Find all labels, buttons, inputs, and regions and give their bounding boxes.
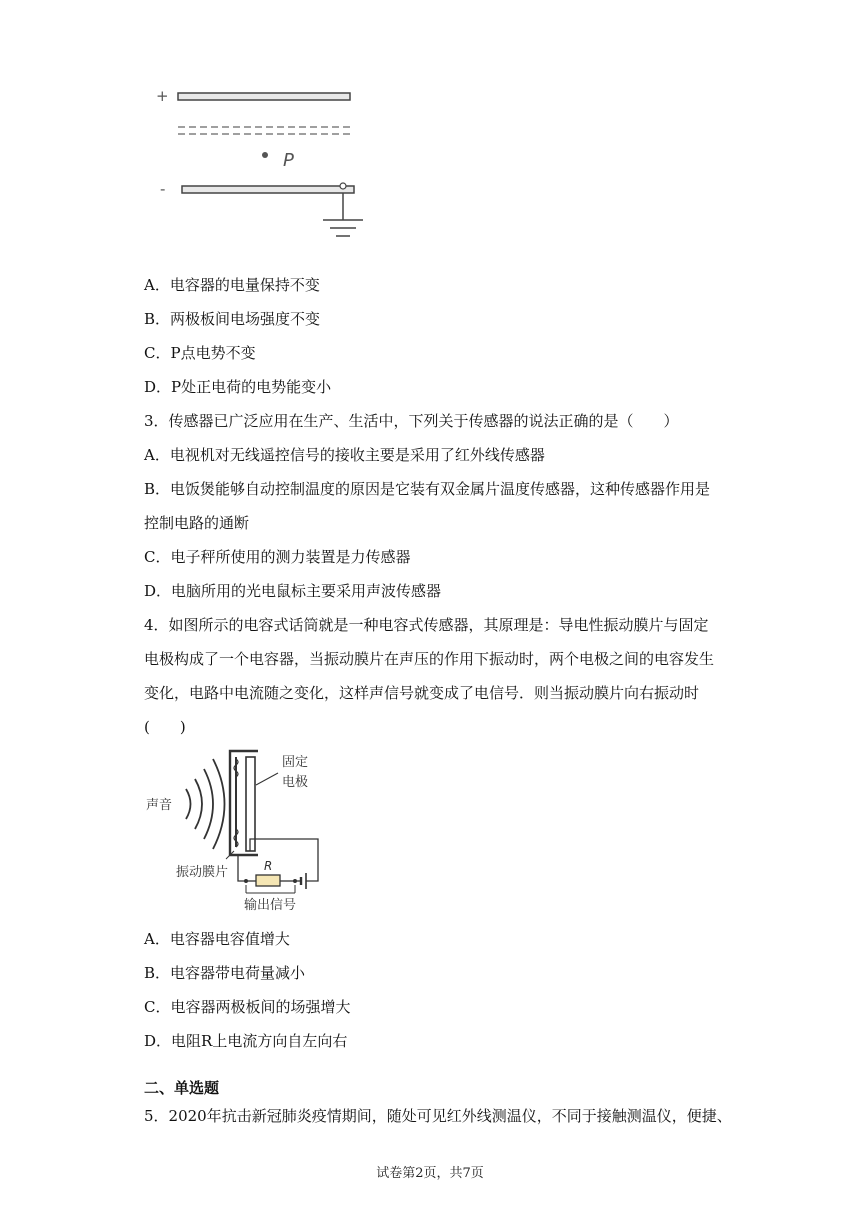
q3-option-a: A．电视机对无线遥控信号的接收主要是采用了红外线传感器	[144, 446, 545, 464]
q4-stem-line3: 变化，电路中电流随之变化，这样声信号就变成了电信号．则当振动膜片向右振动时	[144, 684, 700, 702]
q2-option-a: A．电容器的电量保持不变	[144, 276, 320, 294]
q3-option-d: D．电脑所用的光电鼠标主要采用声波传感器	[144, 582, 442, 600]
capacitor-figure	[150, 82, 370, 252]
bottom-plate	[182, 186, 354, 193]
sound-label: 声音	[146, 798, 173, 813]
page-footer: 试卷第2页，共7页	[376, 1166, 484, 1181]
point-p-label: P	[283, 150, 294, 171]
q4-stem-line4: ( )	[144, 718, 186, 736]
sound-wave-2	[195, 779, 202, 829]
q2-option-c: C．P点电势不变	[144, 344, 256, 362]
q2-option-b: B．两极板间电场强度不变	[144, 310, 321, 328]
q4-option-c: C．电容器两极板间的场强增大	[144, 998, 351, 1016]
fixed-electrode	[246, 757, 255, 851]
q3-option-b-line1: B．电饭煲能够自动控制温度的原因是它装有双金属片温度传感器，这种传感器作用是	[144, 480, 711, 498]
q4-stem-line2: 电极构成了一个电容器，当振动膜片在声压的作用下振动时，两个电极之间的电容发生	[144, 650, 715, 668]
q3-option-b-line2: 控制电路的通断	[144, 514, 250, 532]
sound-wave-1	[186, 789, 191, 819]
q5-stem-line1: 5．2020年抗击新冠肺炎疫情期间，随处可见红外线测温仪，不同于接触测温仪，便捷、	[144, 1107, 732, 1125]
minus-label: -	[160, 180, 166, 198]
fixed-electrode-label-1: 固定	[282, 755, 309, 770]
q4-option-a: A．电容器电容值增大	[144, 930, 290, 948]
top-plate	[178, 93, 350, 100]
q4-option-d: D．电阻R上电流方向自左向右	[144, 1032, 348, 1050]
diaphragm-label: 振动膜片	[176, 865, 229, 880]
ground-contact	[340, 183, 346, 189]
q2-option-d: D．P处正电荷的电势能变小	[144, 378, 332, 396]
q4-option-b: B．电容器带电荷量减小	[144, 964, 306, 982]
q3-stem: 3．传感器已广泛应用在生产、生活中，下列关于传感器的说法正确的是（ ）	[144, 412, 679, 430]
circuit-wire-left	[238, 855, 246, 881]
section-heading: 二、单选题	[144, 1079, 220, 1097]
plus-label: +	[156, 87, 169, 105]
resistor-r	[256, 875, 280, 886]
sound-wave-4	[213, 759, 225, 849]
fixed-label-leader	[256, 773, 278, 785]
sound-wave-3	[204, 769, 213, 839]
resistor-label: R	[264, 859, 273, 873]
fixed-electrode-label-2: 电极	[282, 775, 309, 790]
q4-stem-line1: 4．如图所示的电容式话筒就是一种电容式传感器，其原理是：导电性振动膜片与固定	[144, 616, 709, 634]
output-signal-label: 输出信号	[244, 898, 297, 913]
microphone-figure	[140, 743, 340, 915]
q3-option-c: C．电子秤所使用的测力装置是力传感器	[144, 548, 411, 566]
point-p-dot	[262, 152, 268, 158]
